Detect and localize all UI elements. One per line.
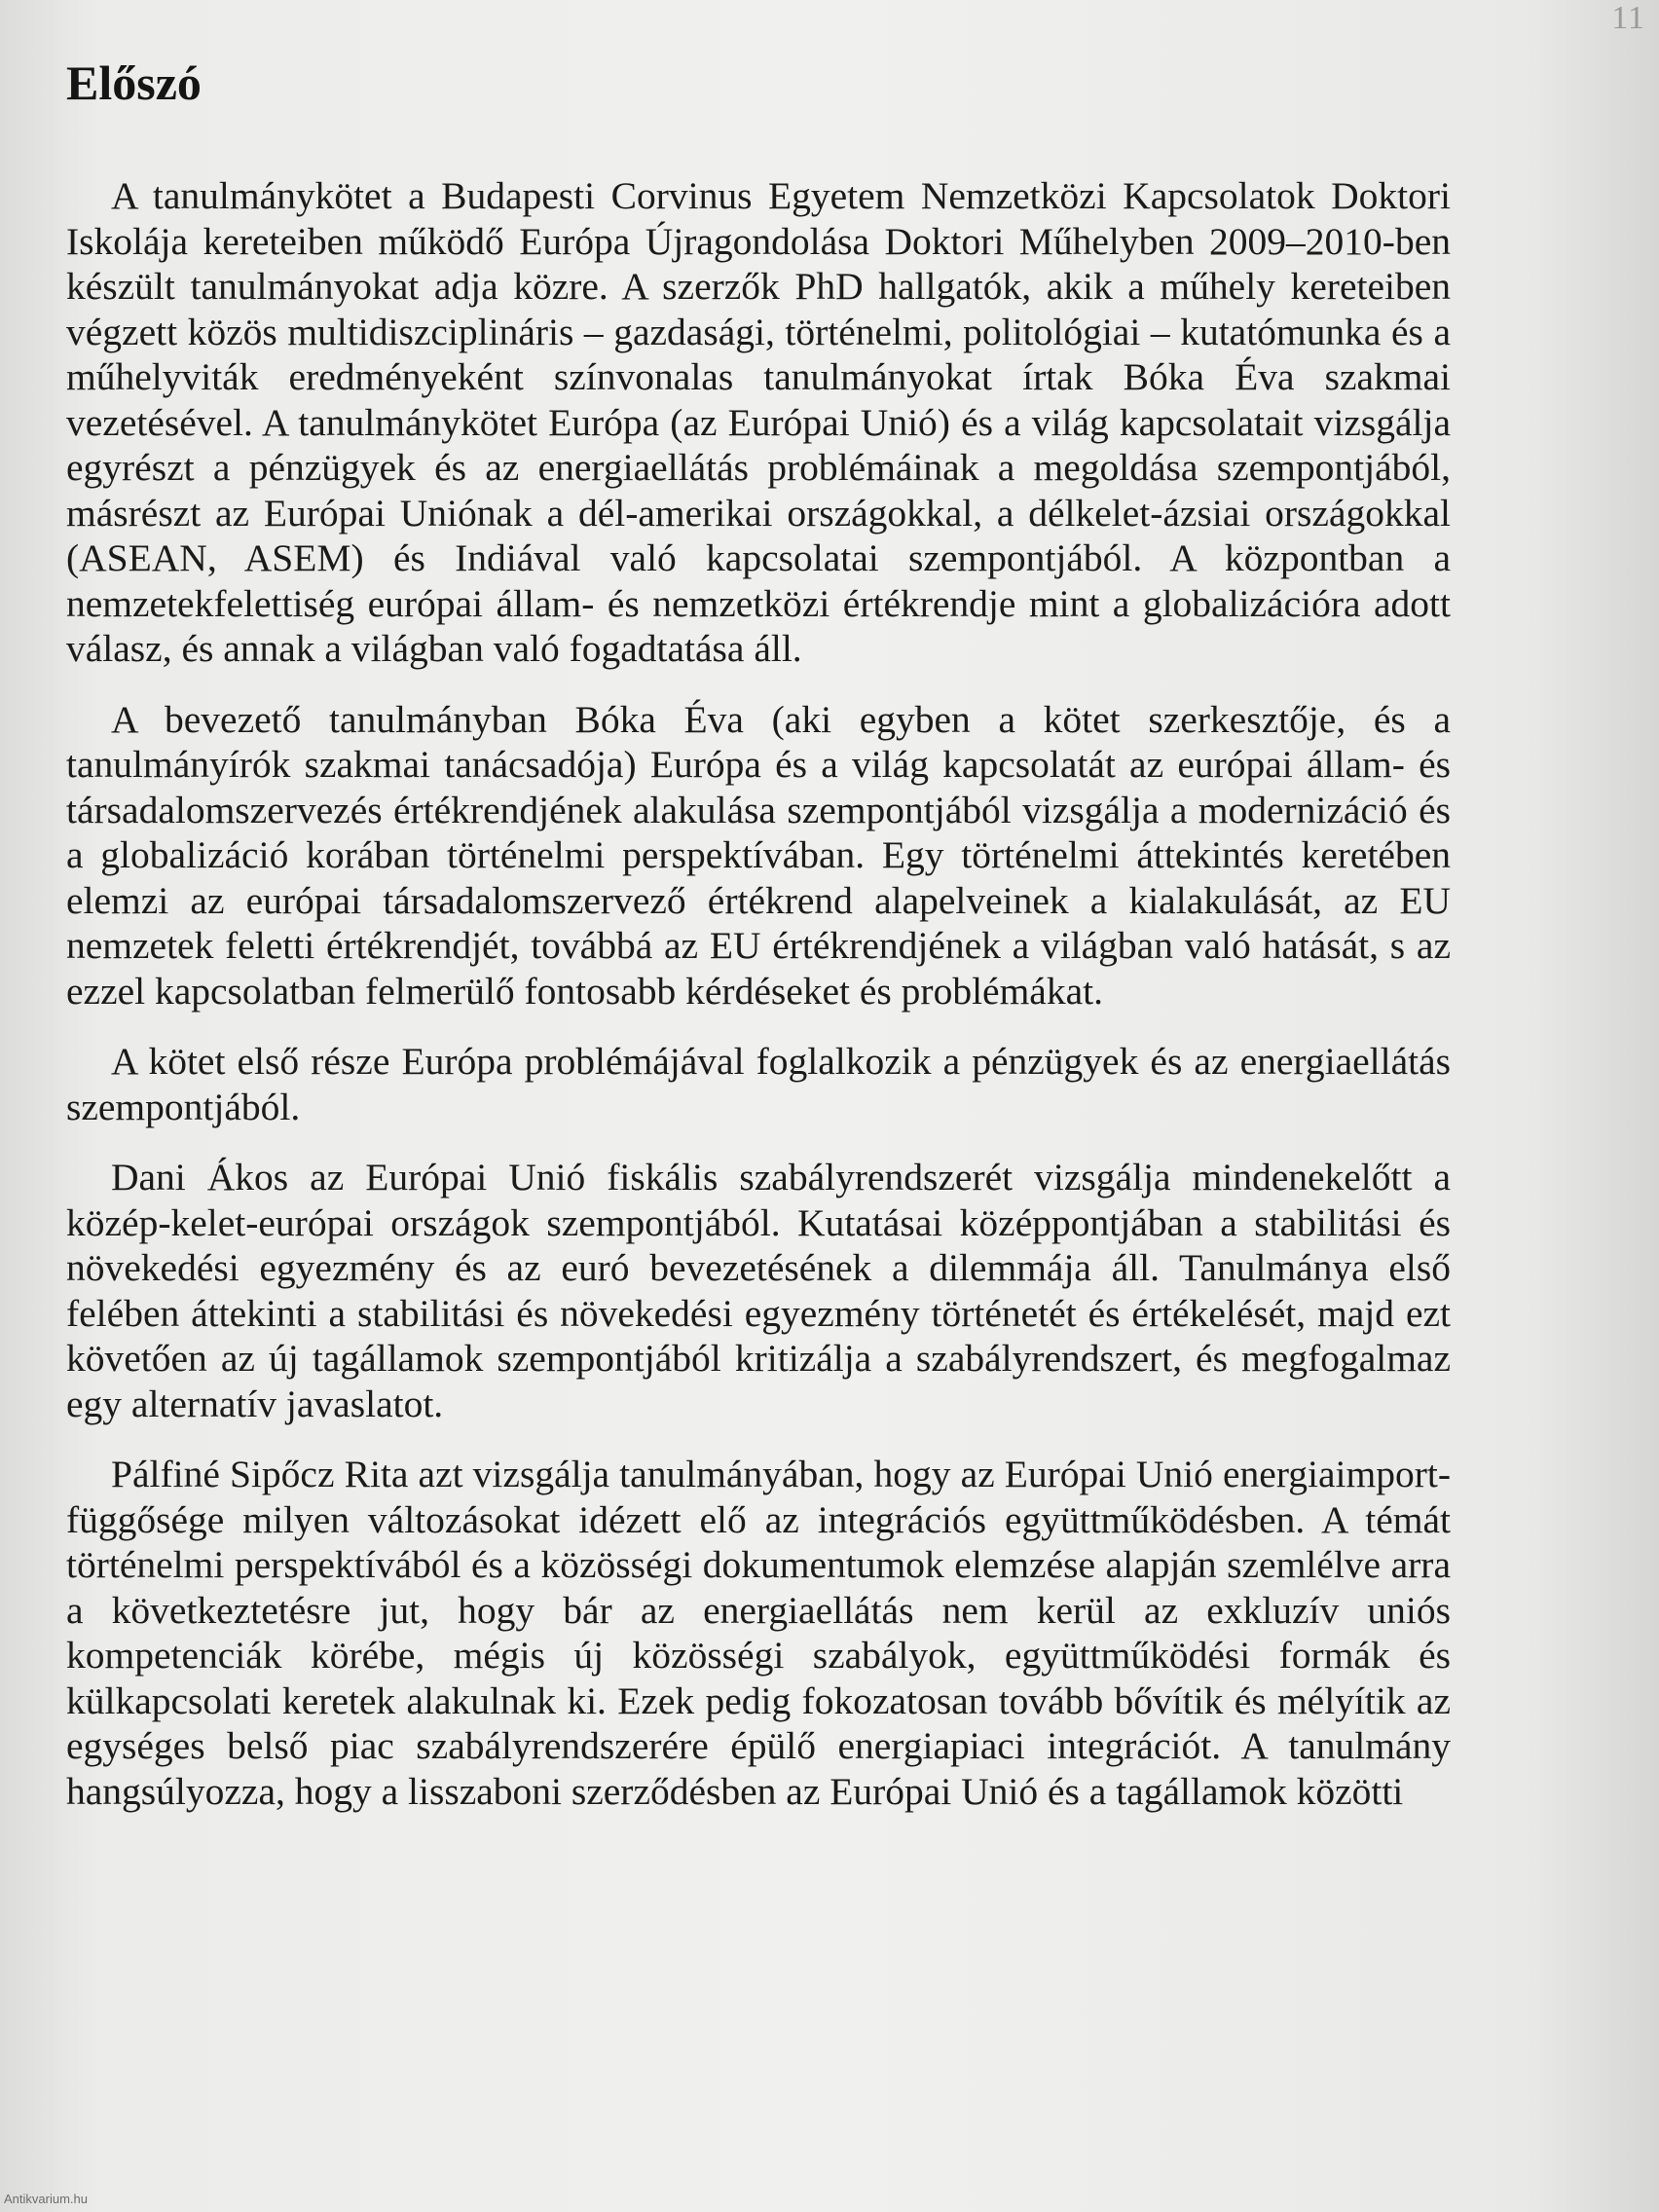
paragraph: A kötet első része Európa problémájával foglalkozik a pénzügyek és az energiaellátás szempontjából.	[66, 1040, 1451, 1128]
paragraph: A tanulmánykötet a Budapesti Corvinus Egyetem Nemzetközi Kapcsolatok Doktori Iskolája kereteiben működő Európa Újragondolása Doktori Műhelyben 2009–2010-ben készült tanulmányokat adja közre. A szerzők PhD hallgatók, akik a műhely kereteiben végzett közös multidiszciplináris – gazdasági, történelmi, politológiai – kutatómunka és a műhelyviták eredményeként színvonalas tanulmányokat írtak Bóka Éva szakmai vezetésével. A tanulmánykötet Európa (az Európai Unió) és a világ kapcsolatait vizsgálja egyrészt a pénzügyek és az energiaellátás problémáinak a megoldása szempontjából, másrészt az Európai Uniónak a dél-amerikai országokkal, a délkelet-ázsiai országokkal (ASEAN, ASEM) és Indiával való kapcsolatai szempontjából. A központban a nemzetekfelettiség európai állam- és nemzetközi értékrendje mint a globalizációra adott válasz, és annak a világban való fogadtatása áll.	[66, 174, 1451, 670]
body-text	[66, 173, 1451, 1839]
watermark: Antikvarium.hu	[4, 2192, 88, 2206]
page-title: Előszó	[66, 55, 202, 110]
page-number: 11	[1611, 0, 1645, 36]
paragraph: A bevezető tanulmányban Bóka Éva (aki egyben a kötet szerkesztője, és a tanulmányírók szakmai tanácsadója) Európa és a világ kapcsolatát az európai állam- és társadalomszervezés értékrendjének alakulása szempontjából vizsgálja a modernizáció és a globalizáció korában történelmi perspektívában. Egy történelmi áttekintés keretében elemzi az európai társadalomszervező értékrend alapelveinek a kialakulását, az EU nemzetek feletti értékrendjét, továbbá az EU értékrendjének a világban való hatását, s az ezzel kapcsolatban felmerülő fontosabb kérdéseket és problémákat.	[66, 697, 1451, 1013]
paragraph: Pálfiné Sipőcz Rita azt vizsgálja tanulmányában, hogy az Európai Unió energiaimport-függősége milyen változásokat idézett elő az integrációs együttműködésben. A témát történelmi perspektívából és a közösségi dokumentumok elemzése alapján szemlélve arra a következtetésre jut, hogy bár az energiaellátás nem kerül az exkluzív uniós kompetenciák körébe, mégis új közösségi szabályok, együttműködési formák és külkapcsolati keretek alakulnak ki. Ezek pedig fokozatosan tovább bővítik és mélyítik az egységes belső piac szabályrendszerére épülő energiapiaci integrációt. A tanulmány hangsúlyozza, hogy a lisszaboni szerződésben az Európai Unió és a tagállamok közötti	[66, 1453, 1451, 1813]
paragraph: Dani Ákos az Európai Unió fiskális szabályrendszerét vizsgálja mindenekelőtt a közép-kelet-európai országok szempontjából. Kutatásai középpontjában a stabilitási és növekedési egyezmény és az euró bevezetésének a dilemmája áll. Tanulmánya első felében áttekinti a stabilitási és növekedési egyezmény történetét és értékelését, majd ezt követően az új tagállamok szempontjából kritizálja a szabályrendszert, és megfogalmaz egy alternatív javaslatot.	[66, 1156, 1451, 1425]
